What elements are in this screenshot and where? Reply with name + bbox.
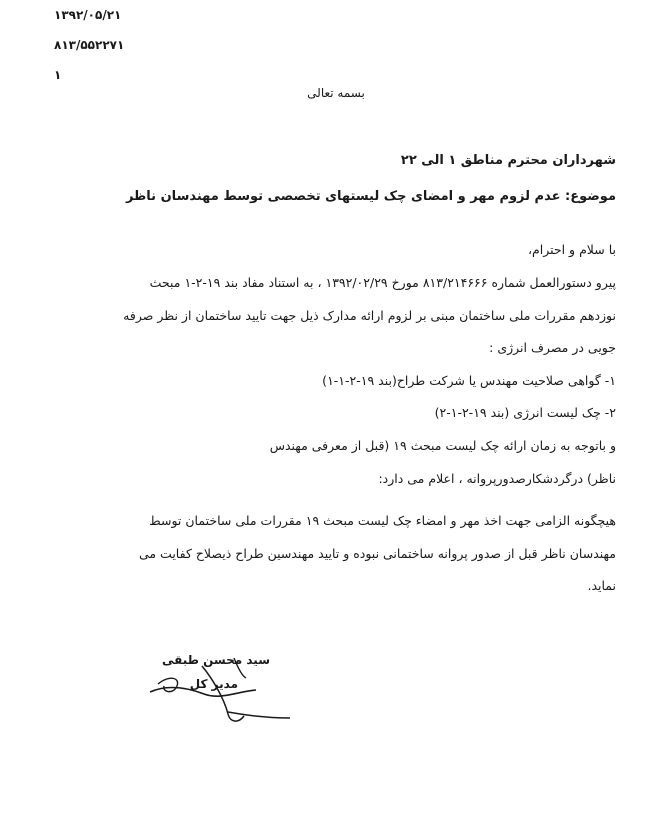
body-line: و باتوجه به زمان ارائه چک لیست مبحث ۱۹ (قبل از معرفی مهندس: [269, 437, 616, 453]
signatory-name: سید محسن طبقی: [161, 653, 270, 667]
basmala-heading: بسمه تعالی: [307, 86, 365, 100]
list-item-1: ۱- گواهی صلاحیت مهندس یا شرکت طراح(بند ۱۹-۲-۱-۱): [322, 372, 616, 388]
letter-date: ۱۳۹۲/۰۵/۲۱: [54, 8, 122, 22]
body-line: پیرو دستورالعمل شماره ۸۱۳/۲۱۴۶۶۶ مورخ ۱۳۹۲/۰۲/۲۹ ، به استناد مفاد بند ۱۹-۲-۱ مبحث: [149, 275, 616, 290]
letter-number: ۸۱۳/۵۵۲۲۷۱: [54, 38, 125, 52]
list-item-2: ۲- چک لیست انرژی (بند ۱۹-۲-۱-۲): [434, 405, 616, 420]
body-line: نماید.: [587, 578, 616, 593]
body-line: نوزدهم مقررات ملی ساختمان مبنی بر لزوم ارائه مدارک ذیل جهت تایید ساختمان از نظر صرفه: [123, 307, 616, 323]
greeting: با سلام و احترام،: [527, 242, 616, 257]
recipient-line: شهرداران محترم مناطق ۱ الی ۲۲: [400, 153, 616, 168]
body-line: هیچگونه الزامی جهت اخذ مهر و امضاء چک لیست مبحث ۱۹ مقررات ملی ساختمان توسط: [149, 513, 616, 528]
body-line: جویی در مصرف انرژی :: [489, 340, 616, 355]
subject-line: موضوع: عدم لزوم مهر و امضای چک لیستهای تخصصی توسط مهندسان ناظر: [125, 189, 616, 204]
announcement-line: ناظر) درگردشکارصدورپروانه ، اعلام می دارد:: [378, 471, 616, 486]
body-paragraph-2: [86, 505, 616, 603]
attachment-count: ۱: [54, 68, 62, 82]
signatory-title: مدیر کل: [189, 677, 238, 691]
body-line: مهندسان ناظر قبل از صدور پروانه ساختمانی نبوده و تایید مهندسین طراح ذیصلاح کفایت می: [138, 545, 616, 561]
body-paragraph-1: [86, 267, 616, 462]
